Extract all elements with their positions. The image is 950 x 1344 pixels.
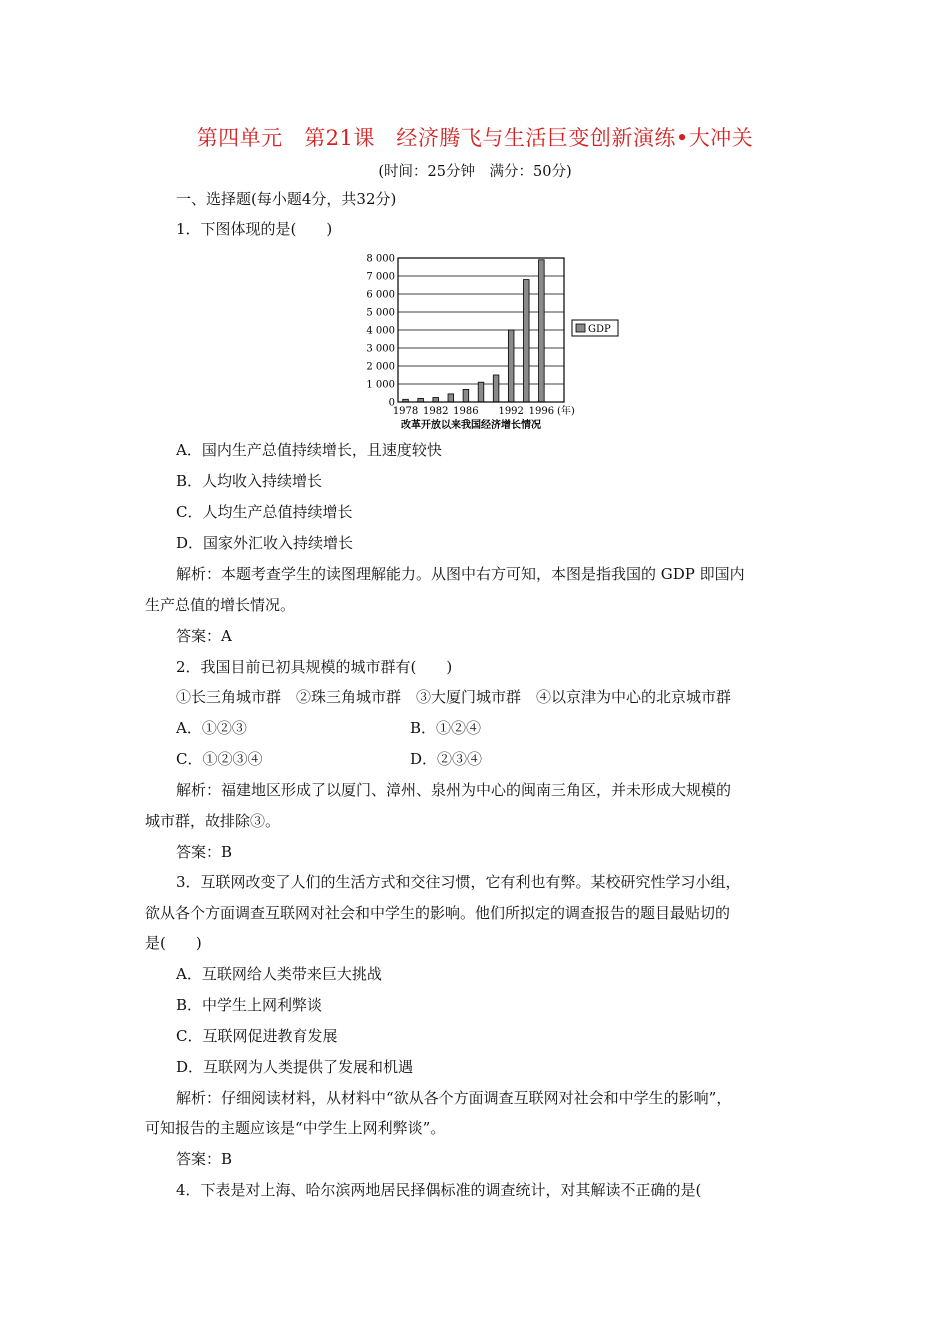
q2-option-d: D．②③④ xyxy=(410,750,483,768)
chart-title: 改革开放以来我国经济增长情况 xyxy=(401,420,541,431)
q1-option-b: B．人均收入持续增长 xyxy=(176,472,323,490)
legend-label: GDP xyxy=(588,324,611,335)
x-tick-label: 1978 xyxy=(392,406,419,417)
y-tick-label: 7 000 xyxy=(366,271,395,283)
q1-stem: 1．下图体现的是( ) xyxy=(176,220,333,238)
q3-option-d: D．互联网为人类提供了发展和机遇 xyxy=(176,1058,414,1076)
legend-swatch xyxy=(576,324,585,332)
q1-analysis-line2: 生产总值的增长情况。 xyxy=(145,596,296,614)
gdp-bar xyxy=(448,394,454,402)
gdp-bar xyxy=(463,389,469,402)
y-axis-ticks xyxy=(366,254,395,409)
q1-analysis-line1: 解析：本题考查学生的读图理解能力。从图中右方可知，本图是指我国的 GDP 即国内 xyxy=(176,565,745,583)
q3-analysis-line2: 可知报告的主题应该是“中学生上网利弊谈”。 xyxy=(145,1119,446,1137)
q2-option-c: C．①②③④ xyxy=(176,750,263,768)
q3-option-b: B．中学生上网利弊谈 xyxy=(176,996,323,1014)
y-tick-label: 0 xyxy=(388,397,395,409)
q2-analysis-line1: 解析：福建地区形成了以厦门、漳州、泉州为中心的闽南三角区，并未形成大规模的 xyxy=(176,781,732,799)
y-tick-label: 5 000 xyxy=(366,307,395,319)
gdp-bar-chart xyxy=(350,248,630,434)
y-tick-label: 3 000 xyxy=(366,343,395,355)
section-heading: 一、选择题(每小题4分，共32分) xyxy=(176,190,397,208)
q1-answer: 答案：A xyxy=(176,627,232,645)
y-tick-label: 2 000 xyxy=(366,361,395,373)
x-tick-label: 1982 xyxy=(423,406,449,417)
x-tick-label: 1996 xyxy=(528,406,555,417)
q3-option-a: A．互联网给人类带来巨大挑战 xyxy=(176,965,382,983)
x-tick-label: 1992 xyxy=(498,406,524,417)
q2-analysis-line2: 城市群，故排除③。 xyxy=(145,812,281,830)
exam-time-info: (时间：25分钟 满分：50分) xyxy=(378,164,572,180)
chart-bars xyxy=(403,260,544,402)
q3-stem-line3: 是( ) xyxy=(145,934,202,952)
q2-option-b: B．①②④ xyxy=(410,719,482,737)
gdp-bar xyxy=(493,375,499,402)
x-tick-label: 1986 xyxy=(453,406,479,417)
q2-items: ①长三角城市群 ②珠三角城市群 ③大厦门城市群 ④以京津为中心的北京城市群 xyxy=(176,688,732,706)
q3-analysis-line1: 解析：仔细阅读材料，从材料中“欲从各个方面调查互联网对社会和中学生的影响”， xyxy=(176,1089,732,1107)
x-axis-unit: (年) xyxy=(557,406,575,417)
page-title: 第四单元 第21课 经济腾飞与生活巨变创新演练•大冲关 xyxy=(196,126,754,150)
q1-option-a: A．国内生产总值持续增长，且速度较快 xyxy=(176,441,442,459)
gdp-bar xyxy=(508,330,514,402)
y-tick-label: 6 000 xyxy=(366,289,395,301)
x-axis-ticks xyxy=(393,406,554,417)
q3-stem-line1: 3．互联网改变了人们的生活方式和交往习惯，它有利也有弊。某校研究性学习小组， xyxy=(176,873,741,891)
q2-stem: 2．我国目前已初具规模的城市群有( ) xyxy=(176,658,453,676)
gdp-bar xyxy=(523,280,529,402)
gdp-bar xyxy=(433,398,439,403)
q4-stem: 4．下表是对上海、哈尔滨两地居民择偶标准的调查统计，对其解读不正确的是( xyxy=(176,1181,702,1199)
q1-option-d: D．国家外汇收入持续增长 xyxy=(176,534,354,552)
gdp-bar xyxy=(539,260,545,402)
y-tick-label: 1 000 xyxy=(366,379,395,391)
q3-stem-line2: 欲从各个方面调查互联网对社会和中学生的影响。他们所拟定的调查报告的题目最贴切的 xyxy=(145,904,731,922)
y-tick-label: 4 000 xyxy=(366,325,395,337)
q2-option-a: A．①②③ xyxy=(176,719,247,737)
q3-option-c: C．互联网促进教育发展 xyxy=(176,1027,338,1045)
q1-option-c: C．人均生产总值持续增长 xyxy=(176,503,353,521)
y-tick-label: 8 000 xyxy=(366,253,395,265)
q2-answer: 答案：B xyxy=(176,843,233,861)
q3-answer: 答案：B xyxy=(176,1150,233,1168)
gdp-bar xyxy=(478,382,484,402)
